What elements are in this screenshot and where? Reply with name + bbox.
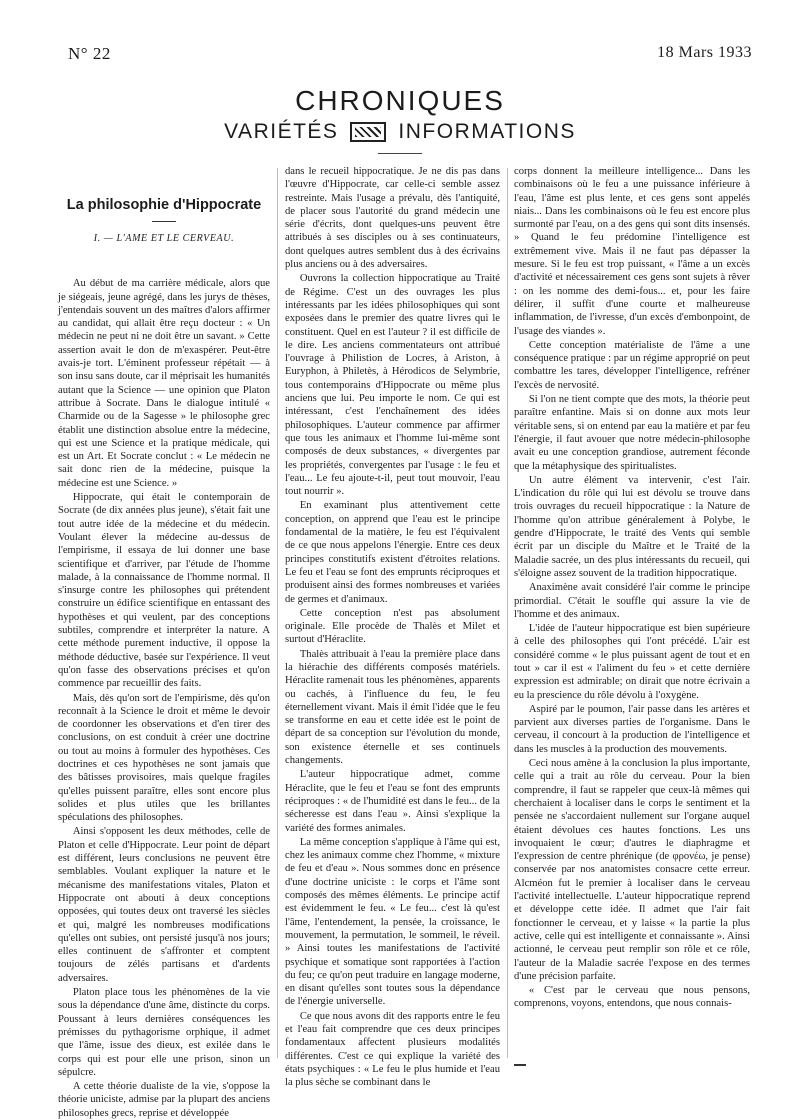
section-heading: I. — L'AME ET LE CERVEAU. <box>93 233 235 244</box>
continuation-dash <box>514 1064 526 1066</box>
paragraph: Cette conception matérialiste de l'âme a une conséquence pratique : par un régime approprié on peut combattre les tares, développer l'intelligence, refréner l'excès de nervosité. <box>514 339 750 391</box>
masthead-subtitle <box>0 119 800 145</box>
paragraph: Platon place tous les phénomènes de la vie sous la dépendance d'une âme, distincte du corps. Poussant à leurs dernières conséquences les prémisses du pythagorisme orphique, il admet que l'âme, issue des dieux, est exilée dans le corps qui est pour elle une prison, sinon un sépulcre. <box>58 987 270 1078</box>
paragraph: La même conception s'applique à l'âme qui est, chez les animaux comme chez l'homme, « mixture de feu et d'eau ». Nous sommes donc en présence d'une doctrine uniciste : le corps et l'âme sont composés des mêmes éléments. Le principe actif est évidemment le feu. « Le feu... c'est là qu'est l'âme, l'entendement, la pensée, la croissance, le mouvement, la permutation, le sommeil, le réveil. » Ainsi toutes les manifestations de l'activité psychique et somatique sont rapportées à l'action du feu; ce qu'on peut traduire en langage moderne, en disant qu'elles sont toutes sous la dépendance de l'énergie universelle. <box>285 836 500 1008</box>
paragraph: Ceci nous amène à la conclusion la plus importante, celle qui a trait au rôle du cerveau. Pour la bien comprendre, il faut se rappeler que ceux-là mêmes qui cherchaient à localiser dans le corps le sentiment et la pensée ne s'accordaient nullement sur l'organe auquel étaient dévolues ces hautes fonctions. Les uns invoquaient le cœur; d'autres le diaphragme et l'expression de centre phrénique (de φρονέω, je pense) conservée par nos anatomistes consacre cette erreur. Alcméon fut le premier à localiser dans le cerveau l'activité intellectuelle. L'auteur hippocratique reprend et développe cette idée. Il admet que l'air fait fonctionner le cerveau, et y laisse « la partie la plus active, celle qui est intelligente et connaissante ». Ainsi actionné, le cerveau peut remplir son rôle et ce rôle, l'auteur de la Maladie sacrée l'expose en des termes d'une précision parfaite. <box>514 758 750 982</box>
title-rule <box>152 221 176 222</box>
paragraph: Thalès attribuait à l'eau la première place dans la hiérachie des différents composés matériels. Héraclite ramenait tous les phénomènes, apparents ou cachés, à l'influence du feu, le feu éternellement vivant. Mais il émit l'idée que le feu se transforme en eau et cette idée est le point de départ de sa conception sur l'évolution du monde, son existence éternelle et ses continuels changements. <box>285 648 500 767</box>
paragraph: L'auteur hippocratique admet, comme Héraclite, que le feu et l'eau se font des emprunts réciproques : « de l'humidité est dans le feu... de la sécheresse est dans l'eau ». Ainsi s'explique la variété des formes animales. <box>285 769 500 834</box>
paragraph: En examinant plus attentivement cette conception, on apprend que l'eau est le principe fondamental de la matière, le feu est l'équivalent de ce que nous appelons l'énergie. Entre ces deux principes constitutifs existent d'étroites relations. Le feu et l'eau se font des emprunts réciproques et produisent ainsi des formes nombreuses et variées de germes et d'animaux. <box>285 500 500 605</box>
issue-number: N° 22 <box>68 44 111 63</box>
paragraph: Hippocrate, qui était le contemporain de Socrate (de dix années plus jeune), s'était fait une tout autre idée de la médecine et du médecin. Voulant élever la médecine au-dessus de l'empirisme, il essaya de lui donner une base scientifique et d'arriver, par l'étude de l'homme malade, à la connaissance de l'homme normal. Il s'insurge contre les philosophes qui prétendent construire un édifice scientifique en entassant des hypothèses et qui veulent, par des conceptions subtiles, comprendre et interpréter la nature. A cette méthode purement inductive, il oppose la méthode déductive, basée sur l'expérience. Il veut qu'on fasse des observations précises et qu'on commence par recueillir des faits. <box>58 492 270 690</box>
article-title: La philosophie d'Hippocrate <box>66 197 262 213</box>
column-divider <box>277 168 278 1058</box>
column-divider <box>507 168 508 1058</box>
ornament-icon <box>350 122 386 142</box>
article-column-1 <box>58 162 270 1119</box>
paragraph: A cette théorie dualiste de la vie, s'oppose la théorie uniciste, admise par la plupart des anciens philosophes grecs, reprise et développée <box>58 1081 270 1119</box>
masthead-rule <box>378 153 422 154</box>
paragraph: dans le recueil hippocratique. Je ne dis pas dans l'œuvre d'Hippocrate, car celle-ci semble assez restreinte. Mais l'usage a prévalu, dès l'antiquité, de placer sous l'autorité du grand médecin une série d'écrits, dont quelques-uns peuvent être attribués à ses disciples ou à ses continuateurs, dont quelques autres semblent dus à des écrivains plus anciens ou à des adversaires. <box>285 166 500 271</box>
article-column-3 <box>514 165 750 1065</box>
paragraph: corps donnent la meilleure intelligence... Dans les combinaisons où le feu a une puissance inférieure à l'eau, l'âme est plus lente, et ces gens sont appelés niais... Dans les combinaisons où le feu est encore plus surmonté par l'eau, on a des gens qui sont dits insensés. » Quand le feu prédomine l'intelligence est extrêmement vive. Mais il ne faut pas dépasser la mesure. Si le feu est trop puissant, « l'âme a un excès d'activité et nécessairement ces gens sont sujets à rêver : on les nomme des demi-fous... et, pour les faire délirer, il suffit d'une courte et malheureuse inflammation, de l'ivresse, d'un excès d'embonpoint, de l'usage des viandes ». <box>514 166 750 337</box>
paragraph: Ce que nous avons dit des rapports entre le feu et l'eau fait comprendre que ces deux principes fondamentaux affectent plusieurs modalités différentes. C'est ce qui explique la variété des états psychiques : « Le feu le plus humide et l'eau la plus sèche se combinant dans le <box>285 1010 500 1089</box>
paragraph: Au début de ma carrière médicale, alors que je siégeais, jeune agrégé, dans les jurys de thèses, j'entendais souvent un des maîtres d'alors affirmer au candidat, qui allait être reçu docteur : « Un médecin ne peut ni ne doit être un savant. » Cette assertion avait le don de m'exaspérer. Peut-être avais-je tort. L'éminent professeur répétait — à son insu sans doute, car il méprisait les humanités autant que la Science — une opinion que Platon attribue à Socrate. Dans le dialogue intitulé « Charmide ou de la Sagesse » le philosophe grec établit une distinction absolue entre la médecine, qui est une Science et la pratique médicale, qui est un Art. Et Socrate conclut : « Le médecin ne sait donc rien de la médecine, puisque la médecine est une Science. » <box>58 278 270 489</box>
article-column-2 <box>285 165 500 1089</box>
masthead-informations: INFORMATIONS <box>398 120 576 143</box>
paragraph: Ainsi s'opposent les deux méthodes, celle de Platon et celle d'Hippocrate. Leur point de départ est différent, leurs conclusions ne peuvent être semblables. Voulant expliquer la nature et le mécanisme des manifestations vitales, Platon et Hippocrate ont abouti à deux conceptions opposées, qui toutes deux ont traversé les siècles et qui, malgré les nombreuses modifications qu'elles ont subies, ont persisté jusqu'à nos jours; elles continuent de s'affronter et comptent toujours de zélés partisans et d'ardents adversaires. <box>58 826 270 984</box>
masthead-title: CHRONIQUES <box>295 85 505 116</box>
paragraph: Cette conception n'est pas absolument originale. Elle procède de Thalès et Milet et surtout d'Héraclite. <box>285 607 500 646</box>
paragraph: Ouvrons la collection hippocratique au Traité de Régime. C'est un des ouvrages les plus intéressants par les idées philosophiques qui sont exposées dans le premier des quatre livres qui le constituent. Quel en est l'auteur ? il est difficile de le dire. Les anciens commentateurs ont attribué l'ouvrage à Philistion de Locres, à Ariston, à Euryphon, à Philetès, à Hérodicos de Selymbrie, tous contemporains d'Hippocrate ou même plus anciens que lui. Peu importe le nom. Ce qui est intéressant, c'est l'enchaînement des idées philosophiques. L'auteur commence par affirmer que tous les animaux et l'homme lui-même sont composés de deux substances, « divergentes par les propriétés, convergentes par l'usage : le feu et l'eau... Le feu ajoute-t-il, peut tout mouvoir, l'eau tout nourrir ». <box>285 273 500 498</box>
paragraph: Mais, dès qu'on sort de l'empirisme, dès qu'on reconnaît à la Science le droit et même le devoir de coordonner les observations et d'en tirer des conclusions, on est conduit à créer une doctrine ou tout au moins à formuler des hypothèses. Ces doctrines et ces hypothèses ne sont jamais que des bâtisses provisoires, mais quelque fragiles qu'elles puissent paraître, elles sont encore plus solides et plus utiles que les brillantes spéculations des philosophes. <box>58 692 270 824</box>
paragraph: « C'est par le cerveau que nous pensons, comprenons, voyons, entendons, que nous connais- <box>514 985 750 1010</box>
paragraph: Aspiré par le poumon, l'air passe dans les artères et parvient aux diverses parties de l'organisme. Dans le cerveau, il concourt à la production de l'intelligence et dans les muscles à la production des mouvements. <box>514 703 750 755</box>
masthead-varietes: VARIÉTÉS <box>224 120 339 143</box>
paragraph: Si l'on ne tient compte que des mots, la théorie peut paraître enfantine. Mais si on donne aux mots leur véritable sens, si on entend par eau la matière et par feu l'énergie, il faut avouer que notre médecin-philosophe avait eu une conception grandiose, autrement féconde que la métaphysique des spiritualistes. <box>514 394 750 472</box>
issue-date: 18 Mars 1933 <box>657 44 752 61</box>
paragraph: Un autre élément va intervenir, c'est l'air. L'indication du rôle qui lui est dévolu se trouve dans trois ouvrages du recueil hippocratique : la Nature de l'homme qu'on attribue généralement à Polybe, le gendre d'Hippocrate, le traité des Vents qui semble écrit par un disciple du Maître et le Traité de la Maladie sacrée, un des plus intéressants du recueil, qui s'éloigne assez souvent de la tradition hippocratique. <box>514 474 750 579</box>
paragraph: Anaximène avait considéré l'air comme le principe primordial. C'était le souffle qui assure la vie de l'homme et des animaux. <box>514 582 750 620</box>
paragraph: L'idée de l'auteur hippocratique est bien supérieure à celle des philosophes qui l'ont précédé. L'air est considéré comme « le plus puissant agent de tout et en tout » car il est « l'aliment du feu » et cette dernière expression est admirable; on dirait que notre écrivain a eu la prescience du rôle dévolu à l'oxygène. <box>514 623 750 701</box>
masthead <box>0 84 800 154</box>
